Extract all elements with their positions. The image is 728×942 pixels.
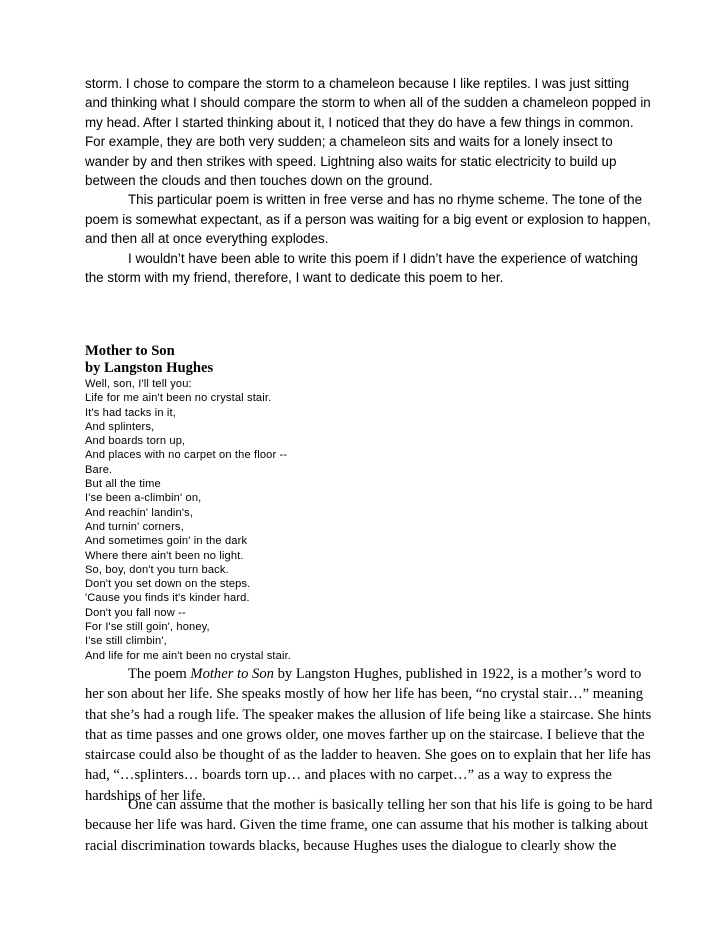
poem-line: And turnin' corners,: [85, 520, 184, 533]
analysis-line: that as time passes and one grows older, one moves farther up on the staircase. I believe that the: [85, 726, 645, 743]
poem-line: Well, son, I'll tell you:: [85, 378, 192, 390]
poem-line: Where there ain't been no light.: [85, 549, 244, 562]
poem-line: And sometimes goin' in the dark: [85, 535, 248, 548]
poem-line: And reachin' landin's,: [85, 506, 194, 519]
poem-line: Don't you fall now --: [85, 606, 186, 619]
essay-line: and thinking what I should compare the storm to when all of the sudden a chameleon popped in: [85, 95, 651, 111]
essay-text: [85, 74, 655, 287]
essay-line: my head. After I started thinking about it, I noticed that they do have a few things in common.: [85, 114, 634, 130]
poem-line: Don't you set down on the steps.: [85, 578, 251, 591]
analysis-line: hardships of her life.: [85, 787, 206, 804]
poem-line: And splinters,: [85, 420, 155, 433]
analysis-line: staircase could also be thought of as the ladder to heaven. She goes on to explain that her life has: [85, 747, 651, 764]
essay-line: poem is somewhat expectant, as if a person was waiting for a big event or explosion to happen,: [85, 211, 651, 227]
essay-line: between the clouds and then touches down on the ground.: [85, 173, 433, 189]
essay-line: I wouldn’t have been able to write this poem if I didn’t have the experience of watching: [128, 250, 638, 266]
poem-line: Life for me ain't been no crystal stair.: [85, 392, 272, 405]
poem-title-reference: Mother to Son: [190, 666, 274, 682]
essay-line: This particular poem is written in free verse and has no rhyme scheme. The tone of the: [128, 192, 643, 208]
poem-line: I'se still climbin',: [85, 635, 167, 648]
analysis-paragraph-2: [85, 795, 655, 856]
essay-line: wander by and then strikes with speed. Lightning also waits for static electricity to build up: [85, 153, 617, 169]
analysis-paragraph-1: [85, 664, 655, 806]
poem-line: But all the time: [85, 478, 161, 491]
analysis-line: that she’s had a rough life. The speaker makes the allusion of life being like a staircase. She hints: [85, 706, 652, 723]
poem-line: And places with no carpet on the floor --: [85, 449, 288, 462]
poem-byline: by Langston Hughes: [85, 360, 214, 376]
poem-text: [85, 377, 291, 663]
essay-line: and then all at once everything explodes.: [85, 231, 329, 247]
poem-line: For I'se still goin', honey,: [85, 621, 210, 634]
analysis-line: [85, 664, 655, 684]
analysis-line: One can assume that the mother is basically telling her son that his life is going to be hard: [128, 797, 653, 813]
analysis-line: racial discrimination towards blacks, because Hughes uses the dialogue to clearly show the: [85, 837, 617, 854]
analysis-line: had, “…splinters… boards torn up… and places with no carpet…” as a way to express the: [85, 767, 612, 784]
essay-line: For example, they are both very sudden; a chameleon sits and waits for a lonely insect to: [85, 134, 613, 150]
analysis-text: by Langston Hughes, published in 1922, is a mother’s word to: [273, 666, 642, 682]
essay-line: storm. I chose to compare the storm to a chameleon because I like reptiles. I was just sitting: [85, 76, 630, 91]
essay-line: the storm with my friend, therefore, I want to dedicate this poem to her.: [85, 270, 504, 286]
poem-line: It's had tacks in it,: [85, 406, 176, 419]
analysis-text: The poem: [128, 666, 191, 682]
poem-line: So, boy, don't you turn back.: [85, 563, 229, 576]
analysis-line: her son about her life. She speaks mostly of how her life has been, “no crystal stair…” meaning: [85, 686, 644, 703]
analysis-line: because her life was hard. Given the time frame, one can assume that his mother is talking about: [85, 817, 648, 834]
poem-line: And life for me ain't been no crystal stair.: [85, 649, 292, 662]
poem-line: Bare.: [85, 463, 113, 476]
poem-title: Mother to Son: [85, 343, 175, 359]
poem-line: And boards torn up,: [85, 435, 186, 448]
poem-line: I'se been a-climbin' on,: [85, 492, 202, 505]
poem-heading: [85, 343, 213, 377]
poem-line: 'Cause you finds it's kinder hard.: [85, 592, 250, 605]
